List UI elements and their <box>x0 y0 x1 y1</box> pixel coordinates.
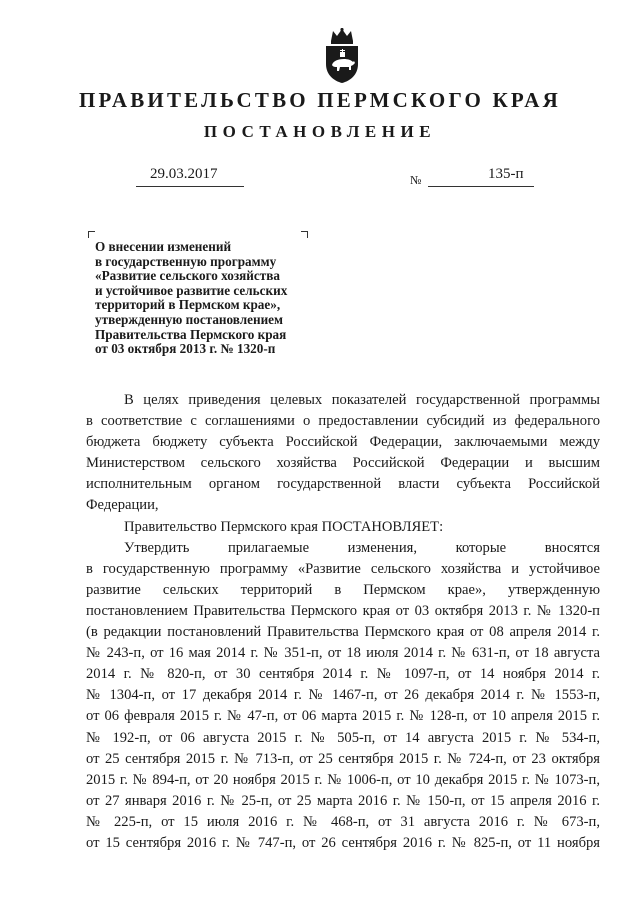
decree-subject <box>95 240 335 357</box>
decree-body <box>86 390 600 854</box>
body-line: (в редакции постановлений Правительства Пермского края от 08 апреля 2014 г. <box>86 624 600 641</box>
subject-line: от 03 октября 2013 г. № 1320-п <box>95 341 276 357</box>
number-underline <box>428 186 534 187</box>
body-line: в государственную программу «Развитие сельского хозяйства и устойчивое <box>86 560 600 577</box>
subject-line: О внесении изменений <box>95 239 232 254</box>
body-line: Министерством сельского хозяйства Российской Федерации и высшим <box>86 455 600 472</box>
body-line: Утвердить прилагаемые изменения, которые вносятся <box>124 539 600 556</box>
body-line: 2014 г. № 820-п, от 30 сентября 2014 г. № 1097-п, от 14 ноября 2014 г. <box>86 666 600 683</box>
body-line: Правительство Пермского края ПОСТАНОВЛЯЕТ: <box>124 518 444 535</box>
body-line: от 27 января 2016 г. № 25-п, от 25 марта 2016 г. № 150-п, от 15 апреля 2016 г. <box>86 792 600 809</box>
decree-date: 29.03.2017 <box>150 166 218 182</box>
government-title: ПРАВИТЕЛЬСТВО ПЕРМСКОГО КРАЯ <box>78 88 561 112</box>
subject-line: в государственную программу <box>95 253 277 269</box>
body-line: № 1304-п, от 17 декабря 2014 г. № 1467-п, от 26 декабря 2014 г. № 1553-п, <box>86 687 600 704</box>
body-line: № 243-п, от 16 мая 2014 г. № 351-п, от 18 июля 2014 г. № 631-п, от 18 августа <box>86 645 600 662</box>
subject-corner-right <box>301 231 308 238</box>
date-underline <box>136 186 244 187</box>
subject-line: «Развитие сельского хозяйства <box>95 268 280 284</box>
body-line: развитие сельских территорий в Пермском крае», утвержденную <box>86 581 600 598</box>
subject-line: территорий в Пермском крае», <box>95 297 281 313</box>
body-line: В целях приведения целевых показателей государственной программы <box>124 392 600 408</box>
coat-of-arms-icon <box>322 28 362 84</box>
decree-number: 135-п <box>488 166 524 182</box>
body-line: № 192-п, от 06 августа 2015 г. № 505-п, от 14 августа 2015 г. № 534-п, <box>86 729 600 746</box>
body-line: от 15 сентября 2016 г. № 747-п, от 26 сентября 2016 г. № 825-п, от 11 ноября <box>86 834 600 851</box>
subject-line: Правительства Пермского края <box>95 326 287 342</box>
body-line: № 225-п, от 15 июля 2016 г. № 468-п, от 31 августа 2016 г. № 673-п, <box>86 813 600 830</box>
body-line: от 06 февраля 2015 г. № 47-п, от 06 марта 2015 г. № 128-п, от 10 апреля 2015 г. <box>86 708 600 725</box>
body-line: в соответствие с соглашениями о предоставлении субсидий из федерального <box>86 413 600 430</box>
document-type-title: ПОСТАНОВЛЕНИЕ <box>203 122 437 141</box>
subject-line: и устойчивое развитие сельских <box>95 282 288 298</box>
subject-corner-left <box>88 231 95 238</box>
body-line: 2015 г. № 894-п, от 20 ноября 2015 г. № 1006-п, от 10 декабря 2015 г. № 1073-п, <box>86 771 600 788</box>
body-line: бюджета бюджету субъекта Российской Федерации, заключаемыми между <box>86 434 600 451</box>
body-line: от 25 сентября 2015 г. № 713-п, от 25 сентября 2015 г. № 724-п, от 23 октября <box>86 750 600 767</box>
body-line: Федерации, <box>86 497 159 514</box>
subject-line: утвержденную постановлением <box>95 311 284 327</box>
body-line: исполнительным органом государственной власти субъекта Российской <box>86 476 600 493</box>
number-sign: № <box>410 173 422 187</box>
body-line: постановлением Правительства Пермского края от 03 октября 2013 г. № 1320-п <box>86 602 600 619</box>
